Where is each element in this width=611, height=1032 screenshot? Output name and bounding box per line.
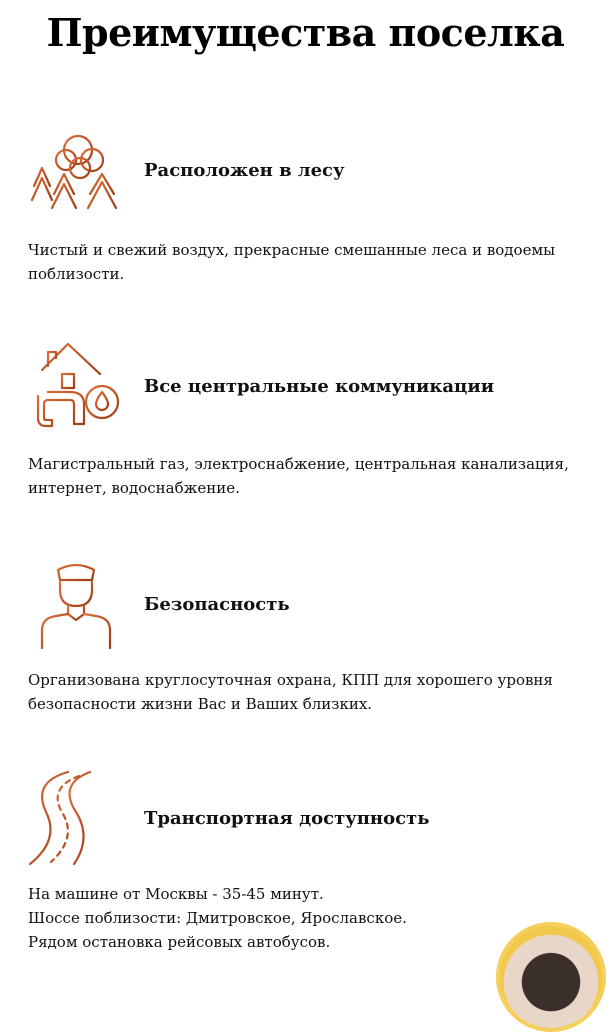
avatar[interactable] <box>496 922 606 1032</box>
feature-title: Все центральные коммуникации <box>144 376 495 397</box>
feature-description: Организована круглосуточная охрана, КПП для хорошего уровня безопасности жизни Вас и Ваших близких. <box>28 671 553 713</box>
feature-description-line: На машине от Москвы - 35-45 минут. <box>28 885 324 903</box>
security-guard-icon <box>28 556 124 652</box>
page-title: Преимущества поселка <box>46 10 565 55</box>
feature-title: Безопасность <box>144 594 290 615</box>
forest-icon <box>28 128 124 224</box>
road-icon <box>28 770 124 866</box>
feature-title: Расположен в лесу <box>144 160 345 181</box>
feature-description: Чистый и свежий воздух, прекрасные смешанные леса и водоемы поблизости. <box>28 241 556 283</box>
feature-description <box>28 882 588 954</box>
feature-description: Магистральный газ, электроснабжение, центральная канализация, интернет, водоснабжение. <box>28 455 569 497</box>
feature-description-line: Шоссе поблизости: Дмитровское, Ярославское. <box>28 909 407 927</box>
house-utilities-icon <box>28 340 124 436</box>
feature-title: Транспортная доступность <box>144 808 430 829</box>
feature-description-line: Рядом остановка рейсовых автобусов. <box>28 933 331 951</box>
